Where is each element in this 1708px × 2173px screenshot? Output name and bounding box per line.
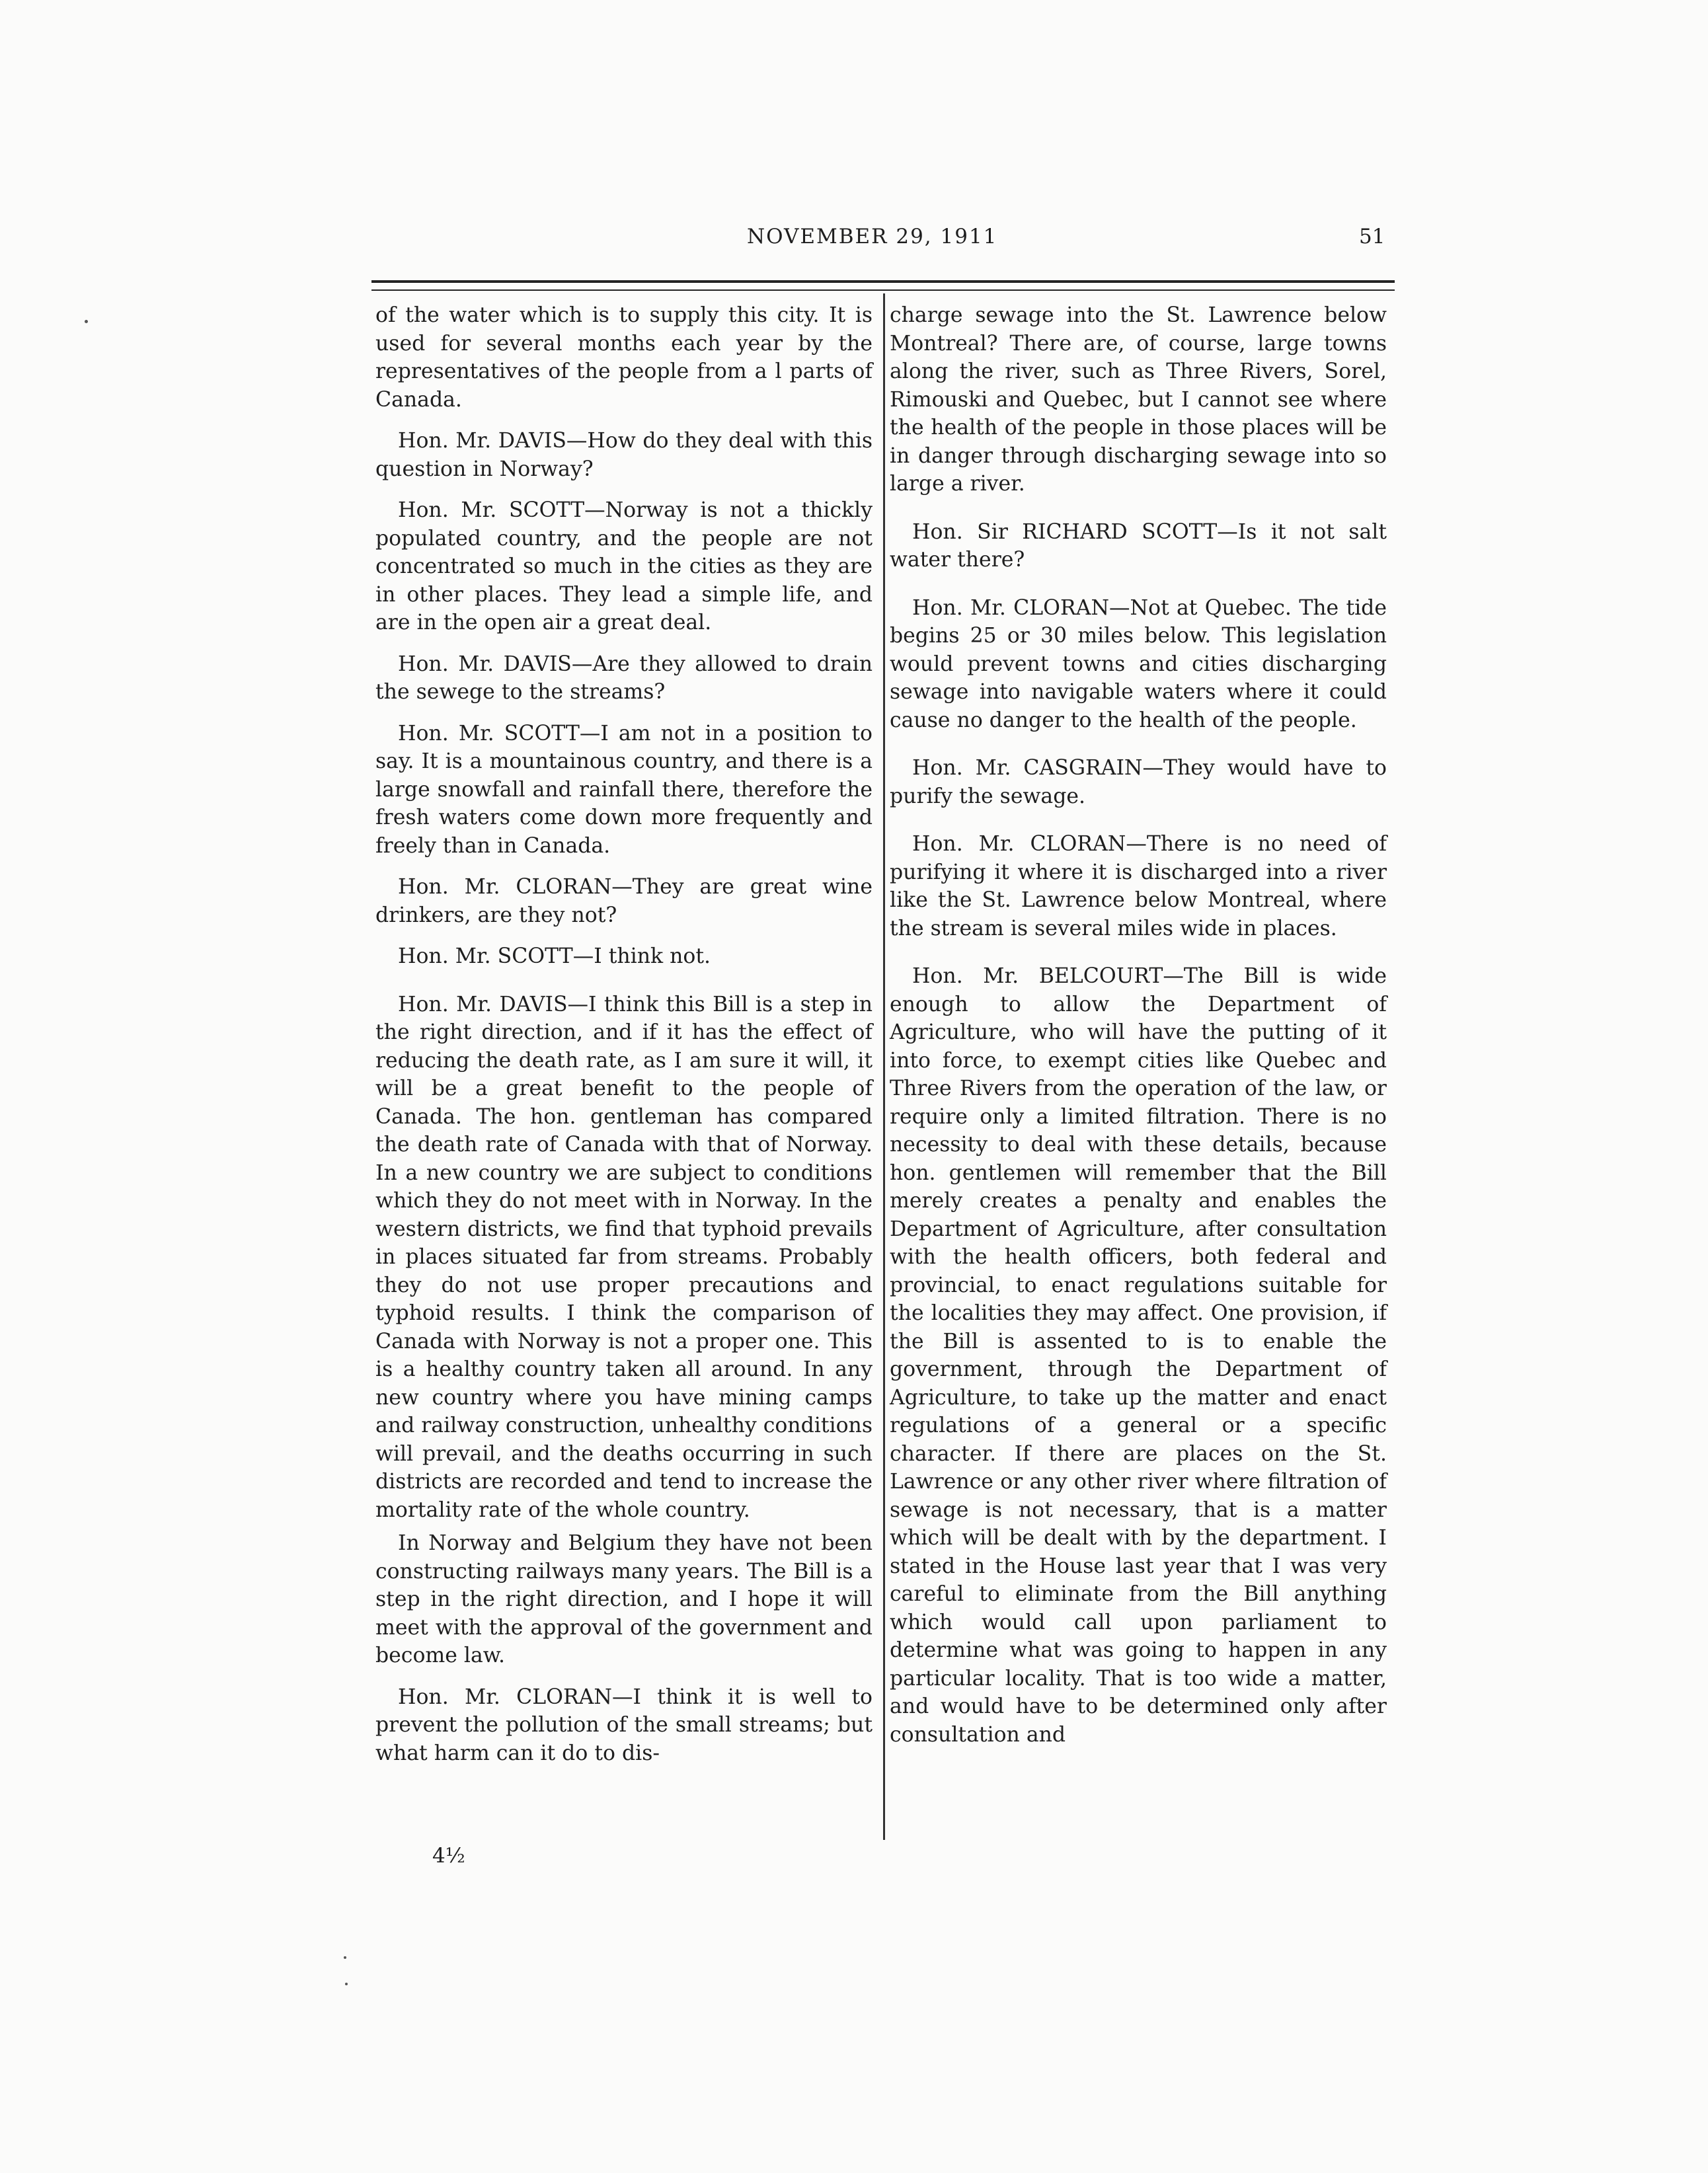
- paragraph: Hon. Mr. BELCOURT—The Bill is wide enough to allow the Department of Agriculture, who will have the putting of it into force, to exempt cities like Quebec and Three Rivers from the operation of the law, or require only a limited filtration. There is no necessity to deal with these details, because hon. gentlemen will remember that the Bill merely creates a penalty and enables the Department of Agriculture, after consultation with the health officers, both federal and provincial, to enact regulations suitable for the localities they may affect. One provision, if the Bill is assented to is to enable the government, through the Department of Agriculture, to take up the matter and enact regulations of a general or a specific character. If there are places on the St. Lawrence or any other river where filtration of sewage is not necessary, that is a matter which will be dealt with by the department. I stated in the House last year that I was very careful to eliminate from the Bill anything which would call upon parliament to determine what was going to happen in any particular locality. That is too wide a matter, and would have to be determined only after consultation and: [890, 964, 1387, 1747]
- paragraph: Hon. Mr. SCOTT—Norway is not a thickly populated country, and the people are not concentrated so much in the cities as they are in other places. They lead a simple life, and are in the open air a great deal.: [375, 498, 873, 634]
- header-rule-thick: [371, 280, 1395, 283]
- left-column: [375, 301, 873, 1780]
- header-rule-thin: [371, 289, 1395, 291]
- signature-mark: 4½: [432, 1844, 465, 1868]
- paragraph: Hon. Mr. CLORAN—There is no need of purifying it where it is discharged into a river like the St. Lawrence below Montreal, where the stream is several miles wide in places.: [890, 832, 1387, 940]
- scan-speck: [344, 1956, 346, 1959]
- paragraph: In Norway and Belgium they have not been constructing railways many years. The Bill is a step in the right direction, and I hope it will meet with the approval of the government and become law.: [375, 1531, 873, 1667]
- paragraph: Hon. Mr. DAVIS—I think this Bill is a step in the right direction, and if it has the effect of reducing the death rate, as I am sure it will, it will be a great benefit to the people of Canada. The hon. gentleman has compared the death rate of Canada with that of Norway. In a new country we are subject to conditions which they do not meet with in Norway. In the western districts, we find that typhoid prevails in places situated far from streams. Probably they do not use proper precautions and typhoid results. I think the comparison of Canada with Norway is not a proper one. This is a healthy country taken all around. In any new country where you have mining camps and railway construction, unhealthy conditions will prevail, and the deaths occurring in such districts are recorded and tend to increase the mortality rate of the whole country.: [375, 992, 873, 1522]
- paragraph: Hon. Sir RICHARD SCOTT—Is it not salt water there?: [890, 519, 1387, 572]
- page-number: 51: [1359, 225, 1385, 248]
- paragraph: Hon. Mr. SCOTT—I am not in a position to say. It is a mountainous country, and there is a large snowfall and rainfall there, therefore the fresh waters come down more frequently and freely than in Canada.: [375, 721, 873, 858]
- paragraph: Hon. Mr. CLORAN—They are great wine drinkers, are they not?: [375, 875, 873, 927]
- paragraph: of the water which is to supply this city. It is used for several months each year by the representatives of the people from a l parts of Canada.: [375, 303, 873, 412]
- paragraph: Hon. Mr. DAVIS—Are they allowed to drain the sewege to the streams?: [375, 652, 873, 704]
- right-column: [890, 301, 1387, 1762]
- paragraph: charge sewage into the St. Lawrence below Montreal? There are, of course, large towns along the river, such as Three Rivers, Sorel, Rimouski and Quebec, but I cannot see where the health of the people in those places will be in danger through discharging sewage into so large a river.: [890, 303, 1387, 496]
- page-header-date: NOVEMBER 29, 1911: [747, 225, 998, 248]
- paragraph: Hon. Mr. CLORAN—I think it is well to prevent the pollution of the small streams; but what harm can it do to dis-: [375, 1685, 873, 1765]
- paragraph: Hon. Mr. CLORAN—Not at Quebec. The tide begins 25 or 30 miles below. This legislation would prevent towns and cities discharging sewage into navigable waters where it could cause no danger to the health of the people.: [890, 595, 1387, 732]
- paragraph: Hon. Mr. SCOTT—I think not.: [398, 944, 711, 968]
- scan-speck: [85, 320, 88, 323]
- column-divider: [883, 293, 885, 1840]
- scan-speck: [345, 1983, 348, 1985]
- paragraph: Hon. Mr. DAVIS—How do they deal with this question in Norway?: [375, 429, 873, 481]
- paragraph: Hon. Mr. CASGRAIN—They would have to purify the sewage.: [890, 756, 1387, 808]
